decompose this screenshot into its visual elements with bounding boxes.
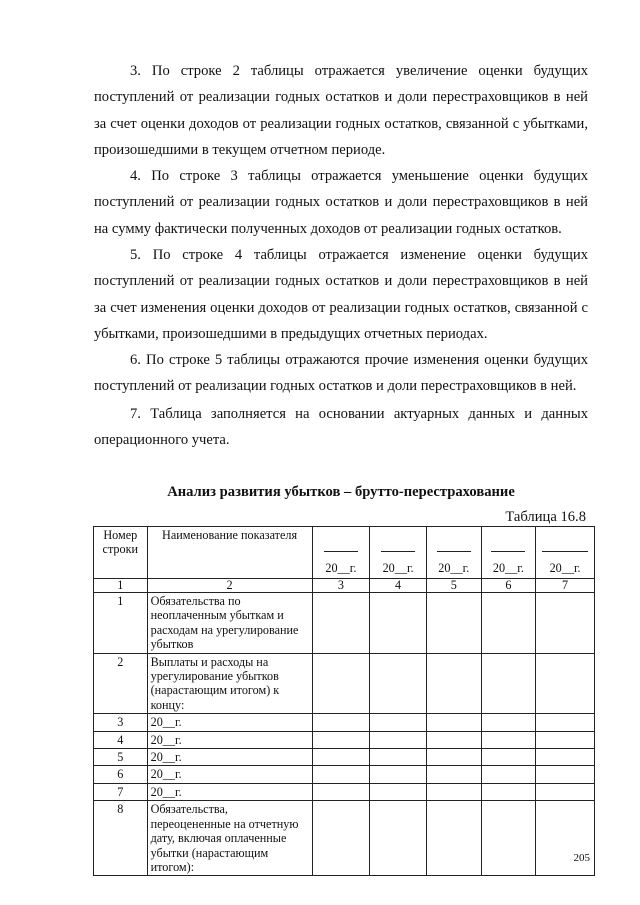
value-cell — [481, 783, 536, 800]
value-cell — [426, 749, 481, 766]
table-row — [94, 749, 595, 766]
row-indicator: 20__г. — [147, 766, 312, 783]
index-cell: 2 — [147, 579, 312, 593]
index-cell: 1 — [94, 579, 148, 593]
paragraph-6: 6. По строке 5 таблицы отражаются прочие изменения оценки будущих поступлений от реализации годных остатков и доли перестраховщиков в ней. — [94, 352, 588, 395]
row-indicator: Обязательства по неоплаченным убыткам и расходам на урегулирование убытков — [147, 593, 312, 654]
table-row — [94, 653, 595, 714]
index-cell: 4 — [370, 579, 427, 593]
value-cell — [426, 783, 481, 800]
value-cell — [426, 766, 481, 783]
table-row — [94, 783, 595, 800]
value-cell — [481, 731, 536, 748]
table-label: Таблица 16.8 — [505, 509, 586, 525]
value-cell — [312, 714, 370, 731]
table-row — [94, 801, 595, 876]
value-cell — [426, 731, 481, 748]
row-number: 7 — [94, 783, 148, 800]
row-indicator: 20__г. — [147, 749, 312, 766]
row-indicator: Обязательства, переоцененные на отчетную дату, включая оплаченные убытки (нарастающим итогом): — [147, 801, 312, 876]
value-cell — [312, 731, 370, 748]
index-cell: 6 — [481, 579, 536, 593]
value-cell — [481, 801, 536, 876]
value-cell — [370, 593, 427, 654]
year-blank-line — [491, 551, 525, 552]
header-year-label: 20__г. — [492, 560, 524, 575]
value-cell — [481, 714, 536, 731]
row-number: 6 — [94, 766, 148, 783]
value-cell — [536, 731, 595, 748]
row-indicator: 20__г. — [147, 783, 312, 800]
value-cell — [370, 714, 427, 731]
value-cell — [426, 593, 481, 654]
value-cell — [481, 593, 536, 654]
year-blank-line — [542, 551, 588, 552]
header-year-label: 20__г. — [549, 560, 581, 575]
table-header-row — [94, 527, 595, 579]
table-index-row — [94, 579, 595, 593]
paragraph-5: 5. По строке 4 таблицы отражается изменение оценки будущих поступлений от реализации годных остатков и доли перестраховщиков в ней за счет изменения оценки доходов от реализации годных остатков, связанной с убытками, произошедшими в предыдущих отчетных периодах. — [94, 247, 588, 343]
year-blank-line — [381, 551, 415, 552]
value-cell — [481, 766, 536, 783]
header-year-1 — [312, 527, 370, 579]
table-row — [94, 731, 595, 748]
table-row — [94, 766, 595, 783]
row-indicator: 20__г. — [147, 731, 312, 748]
row-number: 1 — [94, 593, 148, 654]
value-cell — [536, 749, 595, 766]
value-cell — [536, 801, 595, 876]
year-blank-line — [437, 551, 471, 552]
index-cell: 5 — [426, 579, 481, 593]
row-number: 5 — [94, 749, 148, 766]
value-cell — [536, 593, 595, 654]
value-cell — [426, 714, 481, 731]
value-cell — [312, 801, 370, 876]
page-number: 205 — [573, 852, 590, 864]
header-year-label: 20__г. — [382, 560, 414, 575]
value-cell — [370, 749, 427, 766]
row-indicator: 20__г. — [147, 714, 312, 731]
value-cell — [370, 766, 427, 783]
value-cell — [426, 801, 481, 876]
value-cell — [426, 653, 481, 714]
value-cell — [536, 766, 595, 783]
table-row — [94, 593, 595, 654]
header-year-5 — [536, 527, 595, 579]
value-cell — [370, 801, 427, 876]
header-year-4 — [481, 527, 536, 579]
header-year-label: 20__г. — [325, 560, 357, 575]
row-number: 4 — [94, 731, 148, 748]
index-cell: 3 — [312, 579, 370, 593]
table-row — [94, 714, 595, 731]
row-number: 3 — [94, 714, 148, 731]
value-cell — [370, 731, 427, 748]
header-indicator-name: Наименование показателя — [147, 527, 312, 579]
value-cell — [481, 653, 536, 714]
paragraph-7: 7. Таблица заполняется на основании актуарных данных и данных операционного учета. — [94, 406, 588, 449]
header-year-3 — [426, 527, 481, 579]
loss-development-table — [93, 526, 595, 876]
paragraph-4: 4. По строке 3 таблицы отражается уменьшение оценки будущих поступлений от реализации годных остатков и доли перестраховщиков в ней на сумму фактически полученных доходов от реализации годных остатков. — [94, 168, 588, 237]
table-title: Анализ развития убытков – брутто-перестрахование — [167, 484, 515, 500]
row-number: 2 — [94, 653, 148, 714]
row-indicator: Выплаты и расходы на урегулирование убытков (нарастающим итогом) к концу: — [147, 653, 312, 714]
value-cell — [536, 653, 595, 714]
value-cell — [312, 749, 370, 766]
index-cell: 7 — [536, 579, 595, 593]
value-cell — [370, 783, 427, 800]
value-cell — [312, 766, 370, 783]
header-year-label: 20__г. — [438, 560, 470, 575]
header-year-2 — [370, 527, 427, 579]
value-cell — [536, 714, 595, 731]
value-cell — [481, 749, 536, 766]
year-blank-line — [324, 551, 358, 552]
value-cell — [312, 783, 370, 800]
value-cell — [536, 783, 595, 800]
header-row-number: Номер строки — [94, 527, 148, 579]
value-cell — [312, 593, 370, 654]
value-cell — [312, 653, 370, 714]
paragraph-3: 3. По строке 2 таблицы отражается увеличение оценки будущих поступлений от реализации годных остатков и доли перестраховщиков в ней за счет оценки доходов от реализации годных остатков, связанной с убытками, произошедшими в текущем отчетном периоде. — [94, 63, 588, 159]
value-cell — [370, 653, 427, 714]
row-number: 8 — [94, 801, 148, 876]
